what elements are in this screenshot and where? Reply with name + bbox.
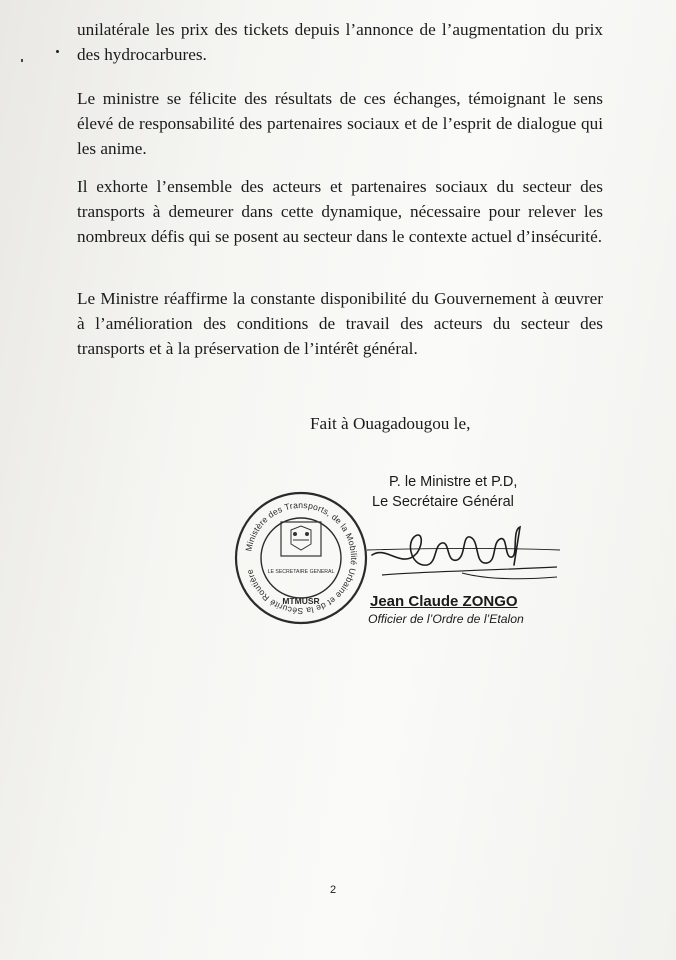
stamp-ring-text: Ministère des Transports, de la Mobilité Urbaine et de la Sécurité Routière xyxy=(243,499,360,617)
place-date: Fait à Ouagadougou le, xyxy=(310,414,471,433)
paragraph-3: Il exhorte l’ensemble des acteurs et partenaires sociaux du secteur des transports à demeurer dans cette dynamique, nécessaire pour relever les nombreux défis qui se posent au secteur dans le contexte actuel d’insécurité. xyxy=(77,177,603,246)
paragraph-1: unilatérale les prix des tickets depuis l’annonce de l’augmentation du prix des hydrocarbures. xyxy=(77,20,603,64)
signatory-title: Officier de l’Ordre de l’Etalon xyxy=(368,612,524,626)
ink-speck xyxy=(21,59,23,62)
signature-line-1: P. le Ministre et P.D, xyxy=(389,474,518,490)
official-stamp-icon xyxy=(233,490,369,626)
stamp-bottom-text: MTMUSR xyxy=(282,596,320,606)
signatory-name: Jean Claude ZONGO xyxy=(370,593,518,610)
handwritten-signature-icon xyxy=(362,515,562,590)
signature-line-2: Le Secrétaire Général xyxy=(372,494,514,510)
paragraph-2: Le ministre se félicite des résultats de ces échanges, témoignant le sens élevé de responsabilité des partenaires sociaux et de l’esprit de dialogue qui les anime. xyxy=(77,89,603,158)
page-number: 2 xyxy=(330,884,337,896)
paragraph-4: Le Ministre réaffirme la constante disponibilité du Gouvernement à œuvrer à l’amélioration des conditions de travail des acteurs du secteur des transports et à la préservation de l’intérêt général. xyxy=(77,289,603,358)
stamp-center-text: LE SECRETAIRE GENERAL xyxy=(267,569,335,575)
ink-speck xyxy=(56,50,59,53)
